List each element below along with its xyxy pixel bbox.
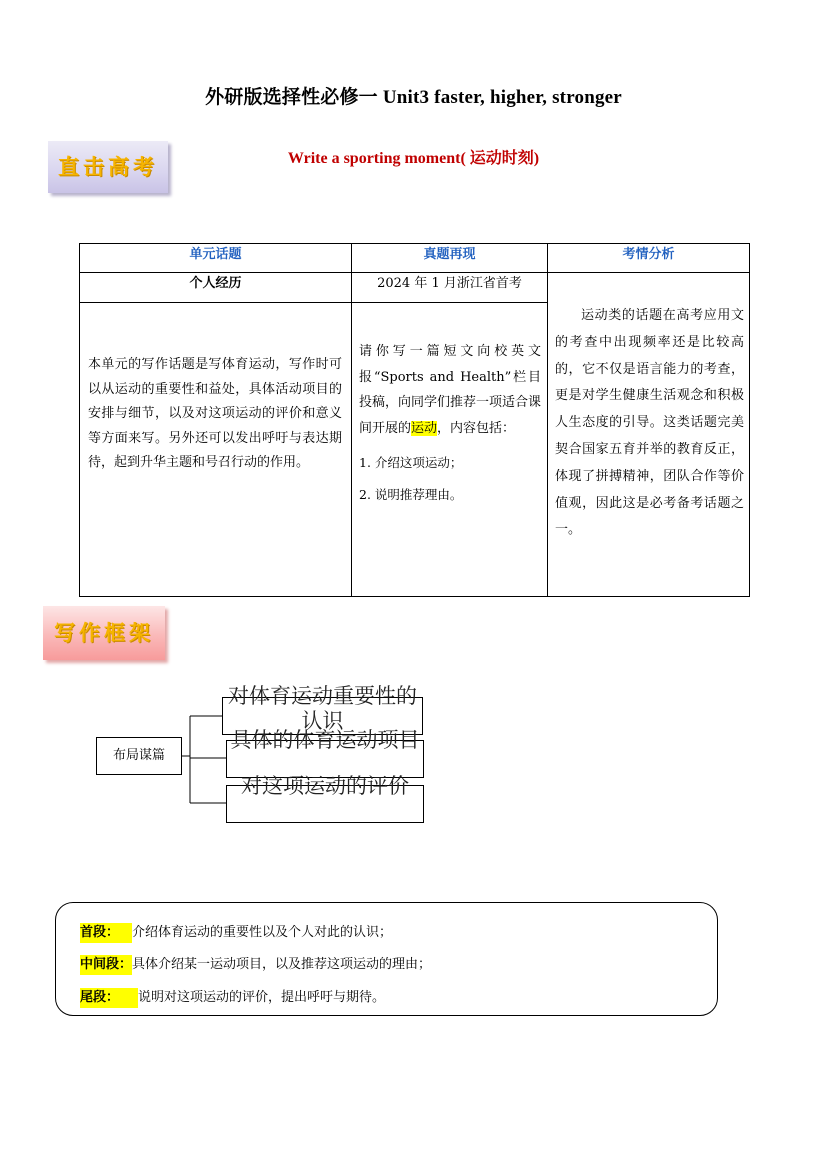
mindmap-branch <box>226 774 424 823</box>
exam-focus-badge: 直击高考 <box>48 141 168 193</box>
prompt-intro: 请你写一篇短文向校英文报“Sports and Health”栏目投稿，向同学们推荐一项适合课间开展的 <box>359 344 542 436</box>
prompt-highlight: 运动 <box>411 420 438 436</box>
analysis-text: 运动类的话题在高考应用文的考查中出现频率还是比较高的，它不仅是语言能力的考查，更是对学生健康生活观念和积极人生态度的引导。这类话题完美契合国家五育并举的教育反正，体现了拼搏精神，团队合作等价值观，因此这是必考备考话题之一。 <box>555 308 744 538</box>
summary-label: 中间段： <box>80 955 132 975</box>
mindmap-branch-label: 对这项运动的评价 <box>241 774 409 798</box>
mindmap-branch-label: 具体的体育运动项目 <box>230 728 420 752</box>
summary-line-first <box>80 923 392 943</box>
prompt-tail: ，内容包括： <box>437 420 516 436</box>
document-subtitle: Write a sporting moment( 运动时刻) <box>287 150 540 167</box>
topic-description-text: 本单元的写作话题是写体育运动，写作时可以从运动的重要性和益处，具体活动项目的安排与细节，以及对这项运动的评价和意义等方面来写。另外还可以发出呼吁与表达期待，起到升华主题和号召行动的作用。 <box>88 357 342 470</box>
mindmap-root-label: 布局谋篇 <box>112 748 165 763</box>
mindmap-root <box>96 737 182 775</box>
mindmap-branch-label: 对体育运动重要性的认识 <box>228 684 417 733</box>
writing-layout-badge: 写作框架 <box>43 606 165 660</box>
header-exam-review: 真题再现 <box>352 244 548 273</box>
summary-label: 尾段： <box>80 988 138 1008</box>
summary-text: 具体介绍某一运动项目，以及推荐这项运动的理由； <box>132 957 432 972</box>
header-exam-analysis: 考情分析 <box>548 244 750 273</box>
summary-text: 介绍体育运动的重要性以及个人对此的认识； <box>132 925 393 940</box>
paragraph-summary-box <box>55 902 718 1016</box>
prompt-point: 2. 说明推荐理由。 <box>359 487 463 502</box>
header-unit-topic: 单元话题 <box>80 244 352 273</box>
exam-source-cell: 2024 年 1 月浙江省首考 <box>352 273 548 303</box>
prompt-point: 1. 介绍这项运动； <box>359 455 463 470</box>
summary-label: 首段： <box>80 923 132 943</box>
summary-text: 说明对这项运动的评价，提出呼吁与期待。 <box>138 990 386 1005</box>
topic-cell: 个人经历 <box>80 273 352 303</box>
summary-line-last <box>80 988 385 1008</box>
mindmap-branch <box>226 728 424 778</box>
summary-line-middle <box>80 955 431 975</box>
document-title: 外研版选择性必修一 Unit3 faster, higher, stronger <box>205 87 622 108</box>
